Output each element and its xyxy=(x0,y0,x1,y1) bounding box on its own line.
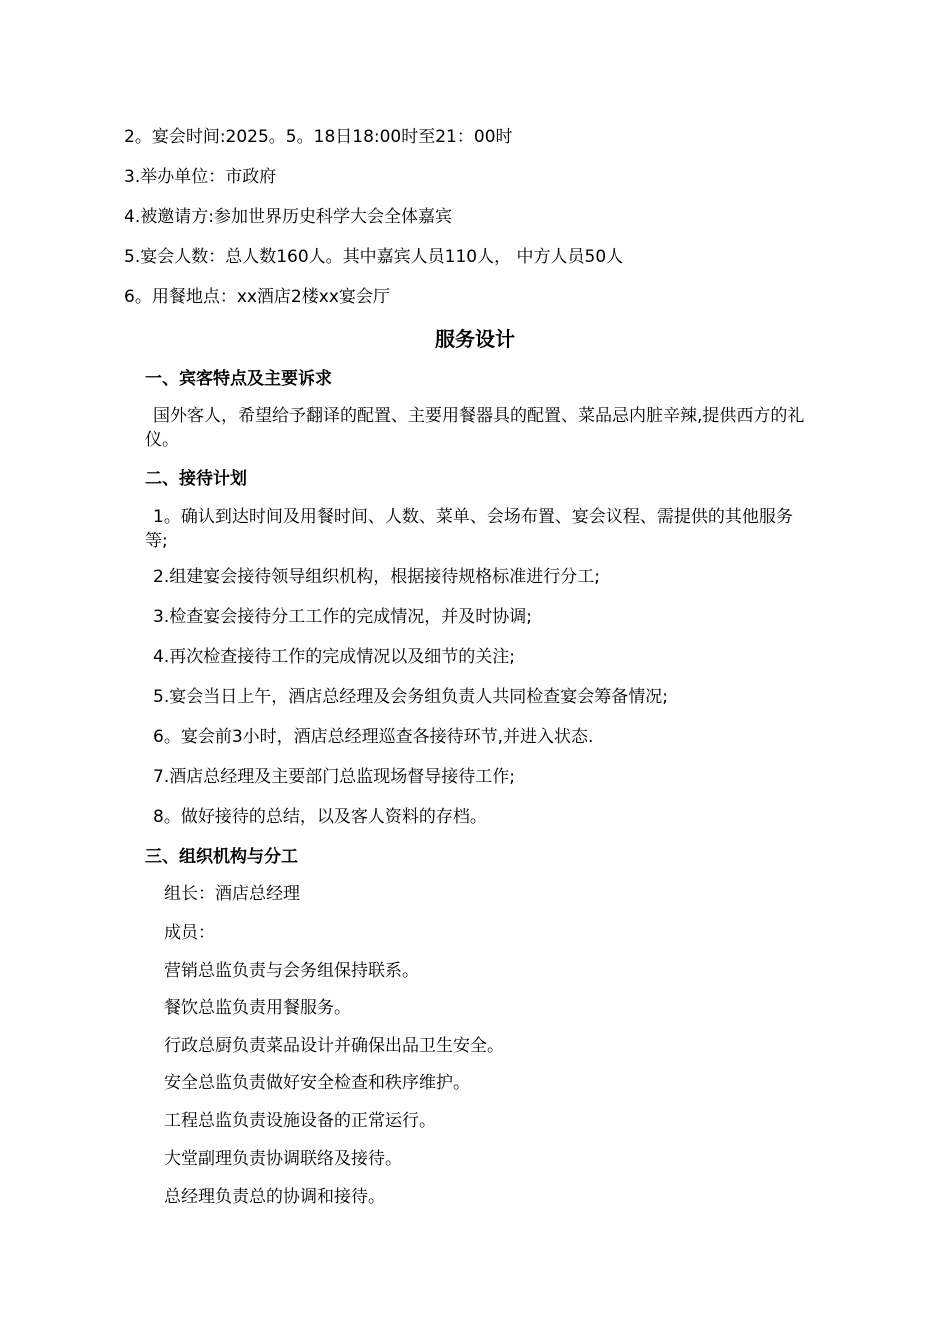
banquet-time: 2。宴会时间:2025。5。18日18:00时至21：00时 xyxy=(124,127,513,147)
plan-item: 8。做好接待的总结，以及客人资料的存档。 xyxy=(153,807,487,827)
page-title: 服务设计 xyxy=(435,327,515,351)
plan-item: 3.检查宴会接待分工工作的完成情况，并及时协调; xyxy=(153,607,532,627)
plan-item: 7.酒店总经理及主要部门总监现场督导接待工作; xyxy=(153,767,515,787)
guest-count: 5.宴会人数：总人数160人。其中嘉宾人员110人， 中方人员50人 xyxy=(124,247,624,267)
org-item: 餐饮总监负责用餐服务。 xyxy=(164,998,351,1018)
section1-text: 国外客人，希望给予翻译的配置、主要用餐器具的配置、菜品忌内脏辛辣,提供西方的礼仪。 xyxy=(145,406,805,450)
plan-item: 5.宴会当日上午，酒店总经理及会务组负责人共同检查宴会筹备情况; xyxy=(153,687,668,707)
plan-item: 2.组建宴会接待领导组织机构，根据接待规格标准进行分工; xyxy=(153,567,600,587)
org-item: 大堂副理负责协调联络及接待。 xyxy=(164,1149,402,1169)
org-item: 行政总厨负责菜品设计并确保出品卫生安全。 xyxy=(164,1036,504,1056)
section1-heading: 一、宾客特点及主要诉求 xyxy=(145,369,332,389)
plan-item: 1。确认到达时间及用餐时间、人数、菜单、会场布置、宴会议程、需提供的其他服务等; xyxy=(145,507,793,551)
plan-item: 4.再次检查接待工作的完成情况以及细节的关注; xyxy=(153,647,515,667)
org-item: 总经理负责总的协调和接待。 xyxy=(164,1187,385,1207)
org-item: 营销总监负责与会务组保持联系。 xyxy=(164,961,419,981)
plan-item: 6。宴会前3小时，酒店总经理巡查各接待环节,并进入状态. xyxy=(153,727,594,747)
org-item: 工程总监负责设施设备的正常运行。 xyxy=(164,1111,436,1131)
org-item: 成员： xyxy=(164,923,215,943)
org-item: 安全总监负责做好安全检查和秩序维护。 xyxy=(164,1073,470,1093)
host-unit: 3.举办单位：市政府 xyxy=(124,167,277,187)
section2-heading: 二、接待计划 xyxy=(145,469,247,489)
invitees: 4.被邀请方:参加世界历史科学大会全体嘉宾 xyxy=(124,207,452,227)
section3-heading: 三、组织机构与分工 xyxy=(145,847,298,867)
dining-venue: 6。用餐地点：xx酒店2楼xx宴会厅 xyxy=(124,287,390,307)
org-item: 组长：酒店总经理 xyxy=(164,884,300,904)
